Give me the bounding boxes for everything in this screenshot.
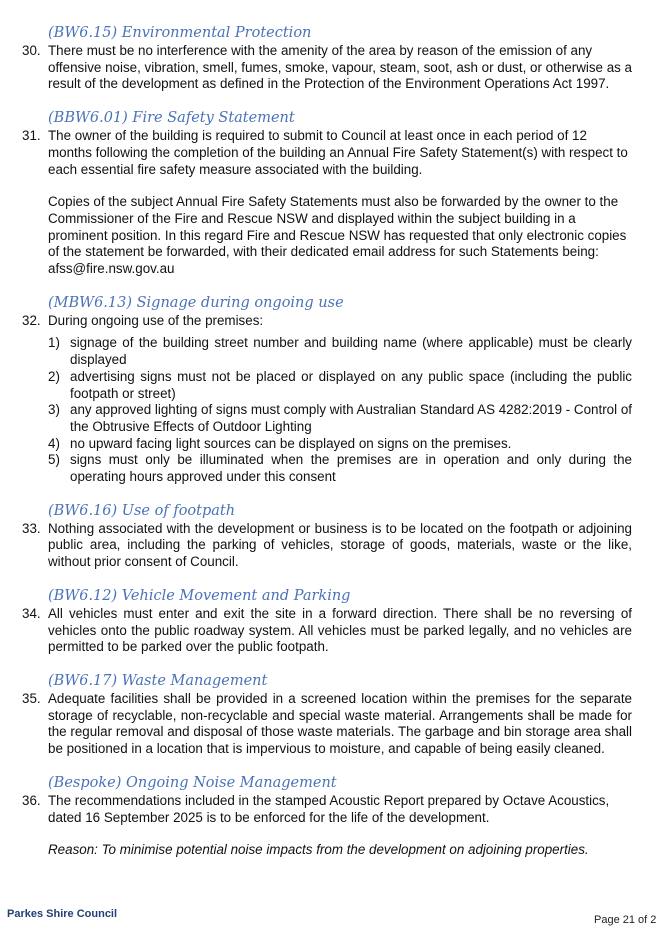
list-text: no upward facing light sources can be displayed on signs on the premises. bbox=[70, 435, 512, 451]
signage-list bbox=[48, 335, 632, 485]
heading-vehicle-movement: (BW6.12) Vehicle Movement and Parking bbox=[48, 587, 351, 604]
heading-environmental-protection: (BW6.15) Environmental Protection bbox=[48, 25, 312, 41]
list-item bbox=[48, 402, 632, 435]
list-text: signage of the building street number and building name (where applicable) must be clearly displayed bbox=[70, 335, 632, 368]
document-body bbox=[22, 24, 633, 859]
footer-council-logo: Parkes Shire Council bbox=[7, 908, 118, 920]
condition-36 bbox=[22, 792, 632, 826]
heading-fire-safety: (BBW6.01) Fire Safety Statement bbox=[48, 110, 295, 127]
heading-noise-management: (Bespoke) Ongoing Noise Management bbox=[48, 774, 337, 791]
list-number: 5) bbox=[48, 452, 60, 468]
condition-31 bbox=[22, 128, 632, 178]
condition-text: The owner of the building is required to submit to Council at least once in each period of 12 months following the completion of the building an Annual Fire Safety Statement(s) with respect to each essential fire safety measure associated with the building. bbox=[48, 128, 628, 177]
condition-35 bbox=[22, 690, 632, 758]
list-number: 1) bbox=[48, 335, 60, 351]
condition-number: 36. bbox=[22, 792, 41, 808]
list-text: advertising signs must not be placed or displayed on any public space (including the public footpath or street) bbox=[70, 368, 632, 401]
condition-text: There must be no interference with the amenity of the area by reason of the emission of any offensive noise, vibration, smell, fumes, smoke, vapour, steam, soot, ash or dust, or otherwise as a result of the development as defined in the Protection of the Environment Operations Act 1997. bbox=[48, 43, 633, 92]
condition-number: 33. bbox=[22, 520, 41, 536]
condition-33 bbox=[22, 520, 632, 571]
condition-31-paragraph-2: Copies of the subject Annual Fire Safety Statements must also be forwarded by the owner to the Commissioner of the Fire and Rescue NSW and displayed within the subject building in a prominent position. In this regard Fire and Rescue NSW has requested that only electronic copies of the statement be forwarded, with their dedicated email address for such Statements being: afss@fire.nsw.gov.au bbox=[48, 194, 627, 277]
condition-30 bbox=[22, 43, 633, 93]
condition-text: Adequate facilities shall be provided in a screened location within the premises for the separate storage of recyclable, non-recyclable and special waste material. Arrangements shall be made for the regular removal and disposal of those waste materials. The garbage and bin storage area shall be positioned in a location that is impervious to moisture, and capable of being easily cleaned. bbox=[48, 690, 632, 757]
list-number: 4) bbox=[48, 435, 60, 451]
condition-text: During ongoing use of the premises: bbox=[48, 312, 264, 328]
condition-number: 34. bbox=[22, 605, 41, 621]
heading-waste-management: (BW6.17) Waste Management bbox=[48, 672, 268, 689]
list-item bbox=[48, 335, 632, 368]
list-number: 2) bbox=[48, 368, 60, 384]
list-text: any approved lighting of signs must comply with Australian Standard AS 4282:2019 - Control of the Obtrusive Effects of Outdoor Lighting bbox=[70, 402, 632, 434]
condition-number: 31. bbox=[22, 128, 41, 144]
condition-number: 30. bbox=[22, 43, 41, 58]
heading-footpath: (BW6.16) Use of footpath bbox=[48, 502, 236, 519]
condition-32 bbox=[22, 312, 632, 330]
list-number: 3) bbox=[48, 402, 60, 418]
condition-34 bbox=[22, 605, 632, 656]
reason-text: Reason: To minimise potential noise impacts from the development on adjoining properties. bbox=[48, 842, 589, 858]
list-text: signs must only be illuminated when the premises are in operation and only during the operating hours approved under this consent bbox=[70, 452, 632, 485]
condition-text: All vehicles must enter and exit the site in a forward direction. There shall be no reversing of vehicles onto the public roadway system. All vehicles must be parked legally, and no vehicles are permitted to be parked over the public footpath. bbox=[48, 605, 632, 655]
list-item bbox=[48, 368, 632, 402]
heading-signage: (MBW6.13) Signage during ongoing use bbox=[48, 294, 344, 311]
footer-page-number: Page 21 of 2 bbox=[594, 914, 656, 926]
list-item bbox=[48, 452, 632, 485]
condition-text: Nothing associated with the development or business is to be located on the footpath or adjoining public area, including the parking of vehicles, storage of goods, materials, waste or the like, without prior consent of Council. bbox=[48, 520, 632, 570]
list-item bbox=[48, 435, 632, 453]
condition-number: 35. bbox=[22, 690, 41, 706]
condition-text: The recommendations included in the stamped Acoustic Report prepared by Octave Acoustics, dated 16 September 2025 is to be enforced for the life of the development. bbox=[48, 792, 610, 825]
condition-number: 32. bbox=[22, 312, 41, 328]
